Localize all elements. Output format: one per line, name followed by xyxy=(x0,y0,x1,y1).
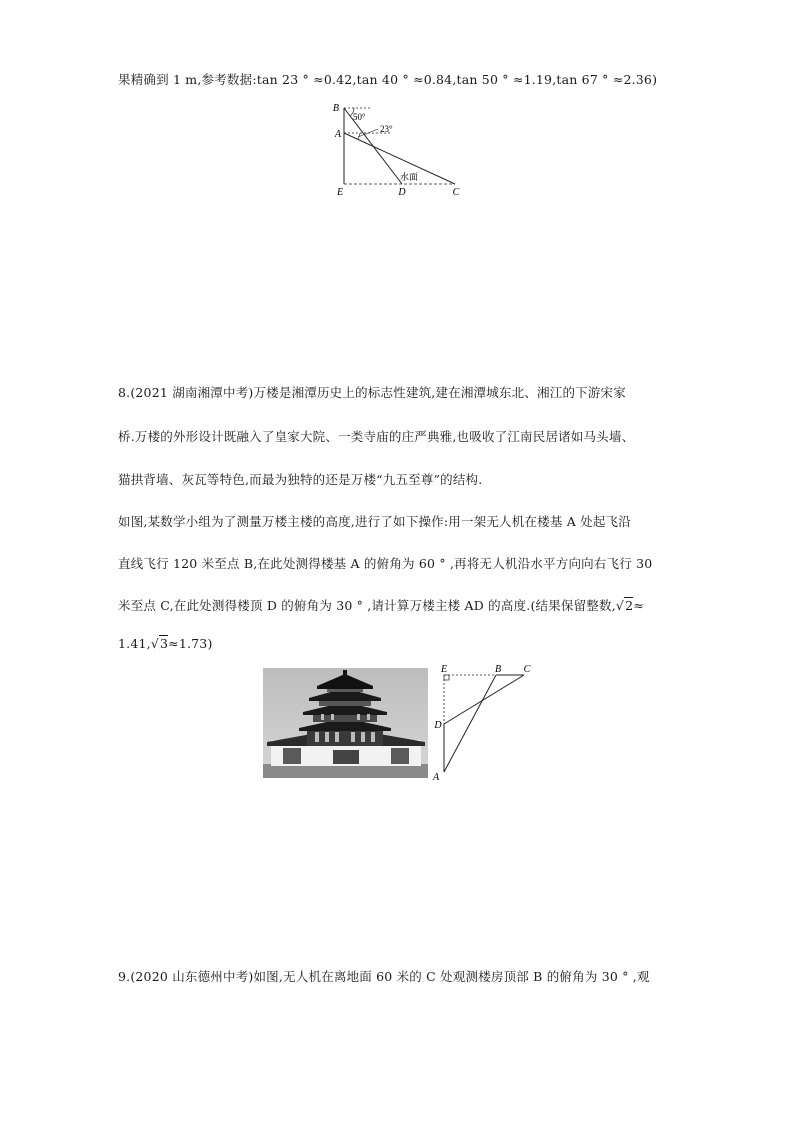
q8-figure xyxy=(428,664,538,786)
q8-label-D: D xyxy=(434,720,442,731)
sqrt-3: √3 xyxy=(150,636,169,651)
q8-line-6-text: 米至点 C,在此处测得楼顶 D 的俯角为 30 ° ,请计算万楼主楼 AD 的高度.(结果保留整数, xyxy=(118,598,616,613)
q9-line-1: 9.(2020 山东德州中考)如图,无人机在离地面 60 米的 C 处观测楼房顶部 B 的俯角为 30 ° ,观 xyxy=(118,969,650,984)
q8-line-3: 猫拱背墙、灰瓦等特色,而最为独特的还是万楼“九五至尊”的结构. xyxy=(118,472,483,487)
q8-line-4: 如图,某数学小组为了测量万楼主楼的高度,进行了如下操作:用一架无人机在楼基 A 处起飞沿 xyxy=(118,514,631,529)
q8-label-B: B xyxy=(494,664,502,675)
sqrt-2: √2 xyxy=(615,598,634,613)
q7-label-C: C xyxy=(452,187,460,198)
q8-line-1: 8.(2021 湖南湘潭中考)万楼是湘潭历史上的标志性建筑,建在湘潭城东北、湘江的下游宋家 xyxy=(118,385,626,400)
q8-line-6-approx: ≈ xyxy=(633,598,644,613)
q8-line-7-value: ≈1.73) xyxy=(168,636,213,651)
q7-water-label: 水面 xyxy=(400,172,419,182)
sqrt-2-radicand: 2 xyxy=(625,598,634,613)
sqrt-3-radicand: 3 xyxy=(159,636,169,651)
tower-photo xyxy=(263,668,428,778)
q8-label-E: E xyxy=(440,664,448,675)
q8-line-7 xyxy=(118,636,213,651)
q8-label-C: C xyxy=(523,664,531,675)
q7-text-line: 果精确到 1 m,参考数据:tan 23 ° ≈0.42,tan 40 ° ≈0.84,tan 50 ° ≈1.19,tan 67 ° ≈2.36) xyxy=(118,72,658,87)
q7-label-E: E xyxy=(336,187,344,198)
q7-label-B: B xyxy=(332,103,339,114)
q7-label-D: D xyxy=(398,187,406,198)
q7-angle-23: 23° xyxy=(380,124,393,134)
q7-label-A: A xyxy=(334,129,341,140)
q8-line-5: 直线飞行 120 米至点 B,在此处测得楼基 A 的俯角为 60 ° ,再将无人机沿水平方向向右飞行 30 xyxy=(118,556,653,571)
q8-line-2: 桥.万楼的外形设计既融入了皇家大院、一类寺庙的庄严典雅,也吸收了江南民居诸如马头墙、 xyxy=(118,429,635,444)
q8-line-7-text: 1.41, xyxy=(118,636,151,651)
q8-line-6 xyxy=(118,596,644,614)
q7-figure xyxy=(330,102,470,202)
q7-angle-50: 50° xyxy=(353,112,366,122)
q8-label-A: A xyxy=(432,772,440,783)
